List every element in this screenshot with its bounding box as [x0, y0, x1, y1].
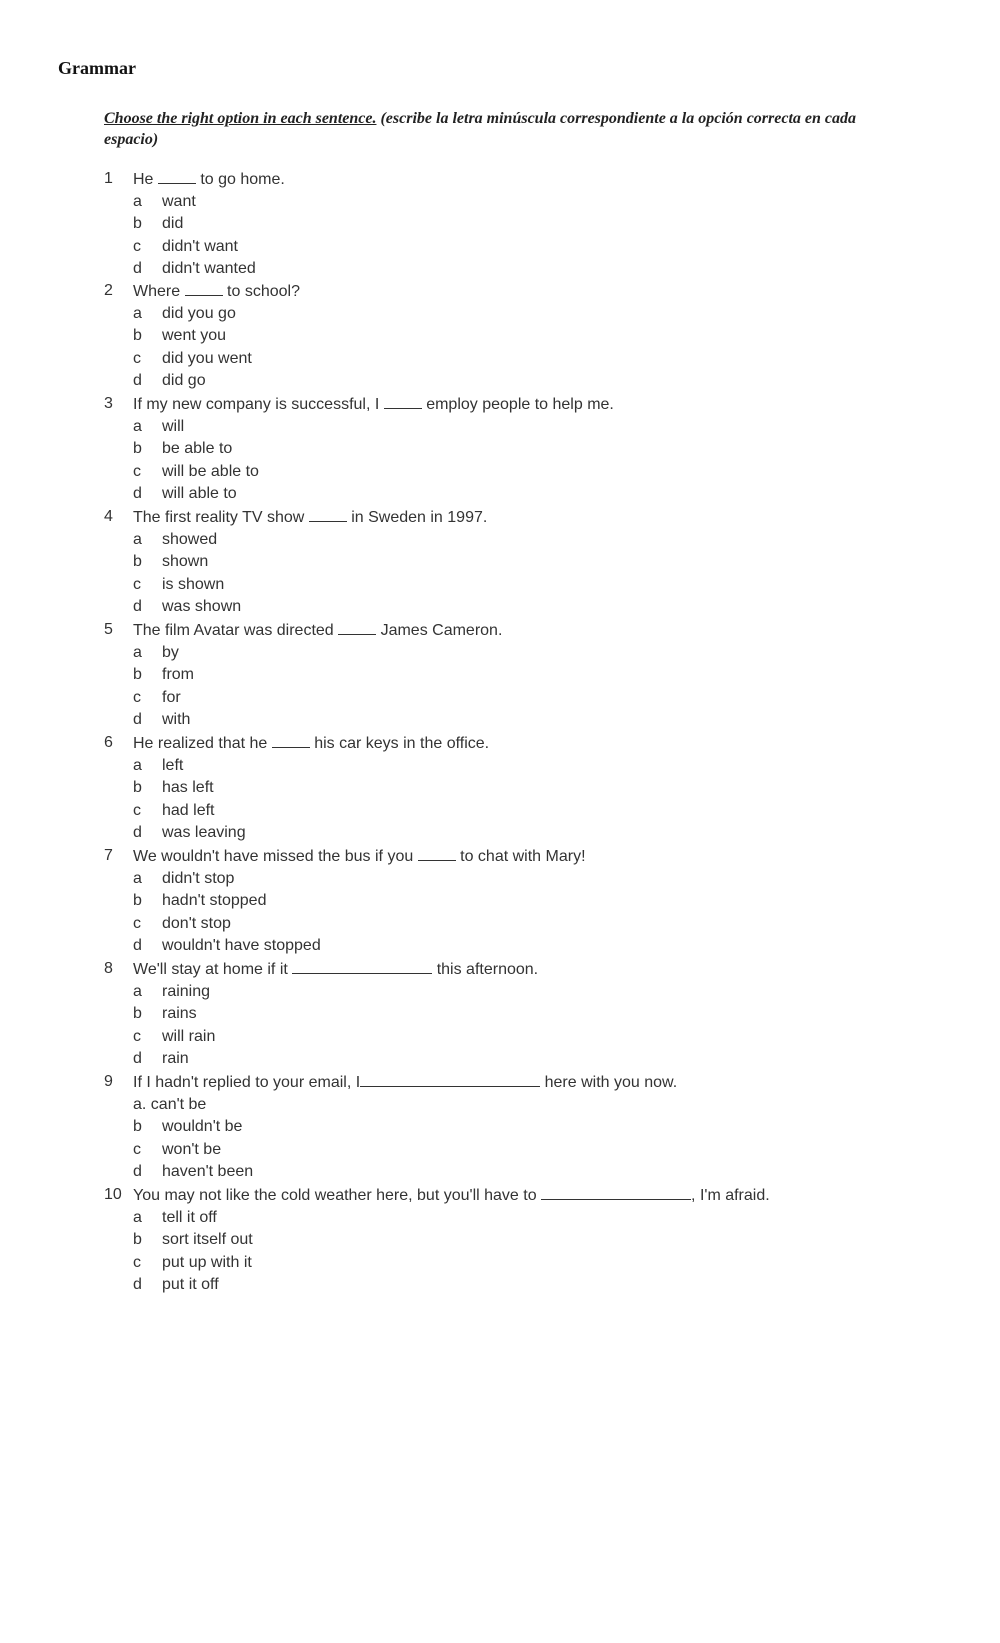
answer-blank[interactable]	[309, 507, 347, 522]
option-letter: c	[133, 688, 141, 706]
option-text: wouldn't be	[162, 1118, 243, 1135]
option-text: will rain	[162, 1027, 216, 1045]
question-text	[133, 507, 487, 528]
answer-blank[interactable]	[418, 846, 456, 861]
option-letter: a	[133, 304, 142, 322]
option-letter: c	[133, 1140, 141, 1158]
option-text: haven't been	[162, 1163, 254, 1180]
option-letter: d	[133, 598, 142, 615]
option-letter: d	[133, 937, 142, 954]
option-text: will	[162, 417, 185, 435]
question-text-before: We'll stay at home if it	[133, 961, 293, 978]
option-letter: c	[133, 575, 141, 593]
option-text: a. can't be	[133, 1095, 207, 1113]
option-text: has left	[162, 779, 214, 796]
page-heading: Grammar	[58, 58, 136, 78]
question-text	[133, 1185, 770, 1206]
option-text: for	[162, 688, 181, 706]
answer-blank[interactable]	[185, 281, 223, 296]
option-text: will be able to	[162, 462, 259, 480]
option-text: went you	[162, 327, 227, 344]
question-text-before: If my new company is successful, I	[133, 396, 384, 413]
option-letter: a	[133, 869, 142, 887]
option-letter: c	[133, 237, 141, 255]
option-letter: b	[133, 1005, 142, 1022]
question-text-before: You may not like the cold weather here, but you'll have to	[133, 1187, 542, 1204]
option-letter: b	[133, 666, 142, 683]
option-letter: a	[133, 1208, 142, 1226]
instructions-underlined: Choose the right option in each sentence.	[104, 110, 377, 127]
option-text: want	[162, 192, 196, 210]
answer-blank[interactable]	[384, 394, 422, 409]
question-text-before: If I hadn't replied to your email, I	[133, 1074, 361, 1091]
option-letter: a	[133, 192, 142, 210]
option-letter: c	[133, 1027, 141, 1045]
question-text-after: in Sweden in 1997.	[346, 509, 488, 526]
instructions-note: (escribe la letra minúscula correspondiente a la opción correcta en cada espacio)	[104, 110, 856, 148]
question-text-after: his car keys in the office.	[309, 735, 490, 752]
option-letter: a	[133, 417, 142, 435]
option-letter: a	[133, 643, 142, 661]
question-text-after: to go home.	[195, 171, 285, 188]
instructions	[104, 108, 904, 150]
question-text-before: The first reality TV show	[133, 509, 309, 526]
answer-blank[interactable]	[272, 733, 310, 748]
question-number: 4	[104, 508, 113, 525]
question-text-after: this afternoon.	[432, 961, 539, 978]
option-letter: b	[133, 1118, 142, 1135]
answer-blank[interactable]	[360, 1072, 540, 1087]
question-text-before: Where	[133, 283, 185, 300]
option-text: didn't want	[162, 237, 238, 255]
option-text: put it off	[162, 1276, 219, 1293]
option-letter: a	[133, 530, 142, 548]
answer-blank[interactable]	[292, 959, 432, 974]
option-letter: c	[133, 801, 141, 819]
option-letter: d	[133, 485, 142, 502]
option-letter: d	[133, 1276, 142, 1293]
option-letter: b	[133, 440, 142, 457]
question-text-after: here with you now.	[540, 1074, 678, 1091]
question-text	[133, 281, 300, 302]
option-letter: d	[133, 260, 142, 277]
question-text-after: , I'm afraid.	[691, 1187, 770, 1204]
question-number: 5	[104, 621, 113, 638]
question-text-after: to chat with Mary!	[455, 848, 586, 865]
option-letter: d	[133, 711, 142, 728]
option-text: hadn't stopped	[162, 892, 267, 909]
question-text	[133, 733, 489, 754]
option-text: by	[162, 643, 179, 661]
question-number: 3	[104, 395, 113, 412]
option-text: will able to	[162, 485, 237, 502]
option-letter: d	[133, 1050, 142, 1067]
option-text: didn't wanted	[162, 260, 256, 277]
option-text: is shown	[162, 575, 225, 593]
option-text: did	[162, 215, 184, 232]
option-text: raining	[162, 982, 211, 1000]
option-text: with	[162, 711, 191, 728]
option-letter: b	[133, 215, 142, 232]
option-letter: d	[133, 1163, 142, 1180]
question-text	[133, 620, 502, 641]
option-text: tell it off	[162, 1208, 217, 1226]
option-text: had left	[162, 801, 215, 819]
question-number: 6	[104, 734, 113, 751]
option-text: from	[162, 666, 194, 683]
question-text	[133, 169, 285, 190]
question-text	[133, 846, 586, 867]
question-text-before: We wouldn't have missed the bus if you	[133, 848, 418, 865]
answer-blank[interactable]	[158, 169, 196, 184]
question-number: 2	[104, 282, 113, 299]
answer-blank[interactable]	[338, 620, 376, 635]
option-letter: c	[133, 349, 141, 367]
question-number: 1	[104, 170, 113, 187]
question-text	[133, 959, 538, 980]
option-text: did go	[162, 372, 206, 389]
question-text	[133, 1072, 677, 1093]
option-letter: a	[133, 756, 142, 774]
option-text: put up with it	[162, 1253, 252, 1271]
option-text: was shown	[162, 598, 242, 615]
question-text-before: The film Avatar was directed	[133, 622, 339, 639]
option-text: wouldn't have stopped	[162, 937, 321, 954]
option-text: rain	[162, 1050, 189, 1067]
question-number: 9	[104, 1073, 113, 1090]
option-text: shown	[162, 553, 209, 570]
option-letter: a	[133, 982, 142, 1000]
option-text: showed	[162, 530, 218, 548]
option-letter: c	[133, 914, 141, 932]
option-text: rains	[162, 1005, 197, 1022]
option-letter: b	[133, 553, 142, 570]
option-text: won't be	[162, 1140, 222, 1158]
option-letter: b	[133, 892, 142, 909]
option-text: left	[162, 756, 184, 774]
option-letter: d	[133, 372, 142, 389]
question-text-before: He	[133, 171, 158, 188]
question-text-after: to school?	[222, 283, 300, 300]
option-text: did you go	[162, 304, 236, 322]
option-text: did you went	[162, 349, 252, 367]
question-text-before: He realized that he	[133, 735, 272, 752]
option-letter: c	[133, 462, 141, 480]
option-letter: c	[133, 1253, 141, 1271]
option-text: don't stop	[162, 914, 231, 932]
question-number: 8	[104, 960, 113, 977]
question-text-after: employ people to help me.	[421, 396, 614, 413]
option-text: didn't stop	[162, 869, 235, 887]
answer-blank[interactable]	[541, 1185, 691, 1200]
question-number: 10	[104, 1186, 122, 1203]
option-letter: b	[133, 1231, 142, 1248]
option-text: was leaving	[162, 824, 246, 841]
question-text-after: James Cameron.	[376, 622, 503, 639]
option-letter: b	[133, 327, 142, 344]
option-letter: b	[133, 779, 142, 796]
question-number: 7	[104, 847, 113, 864]
question-text	[133, 394, 614, 415]
option-text: be able to	[162, 440, 233, 457]
option-letter: d	[133, 824, 142, 841]
option-text: sort itself out	[162, 1231, 253, 1248]
